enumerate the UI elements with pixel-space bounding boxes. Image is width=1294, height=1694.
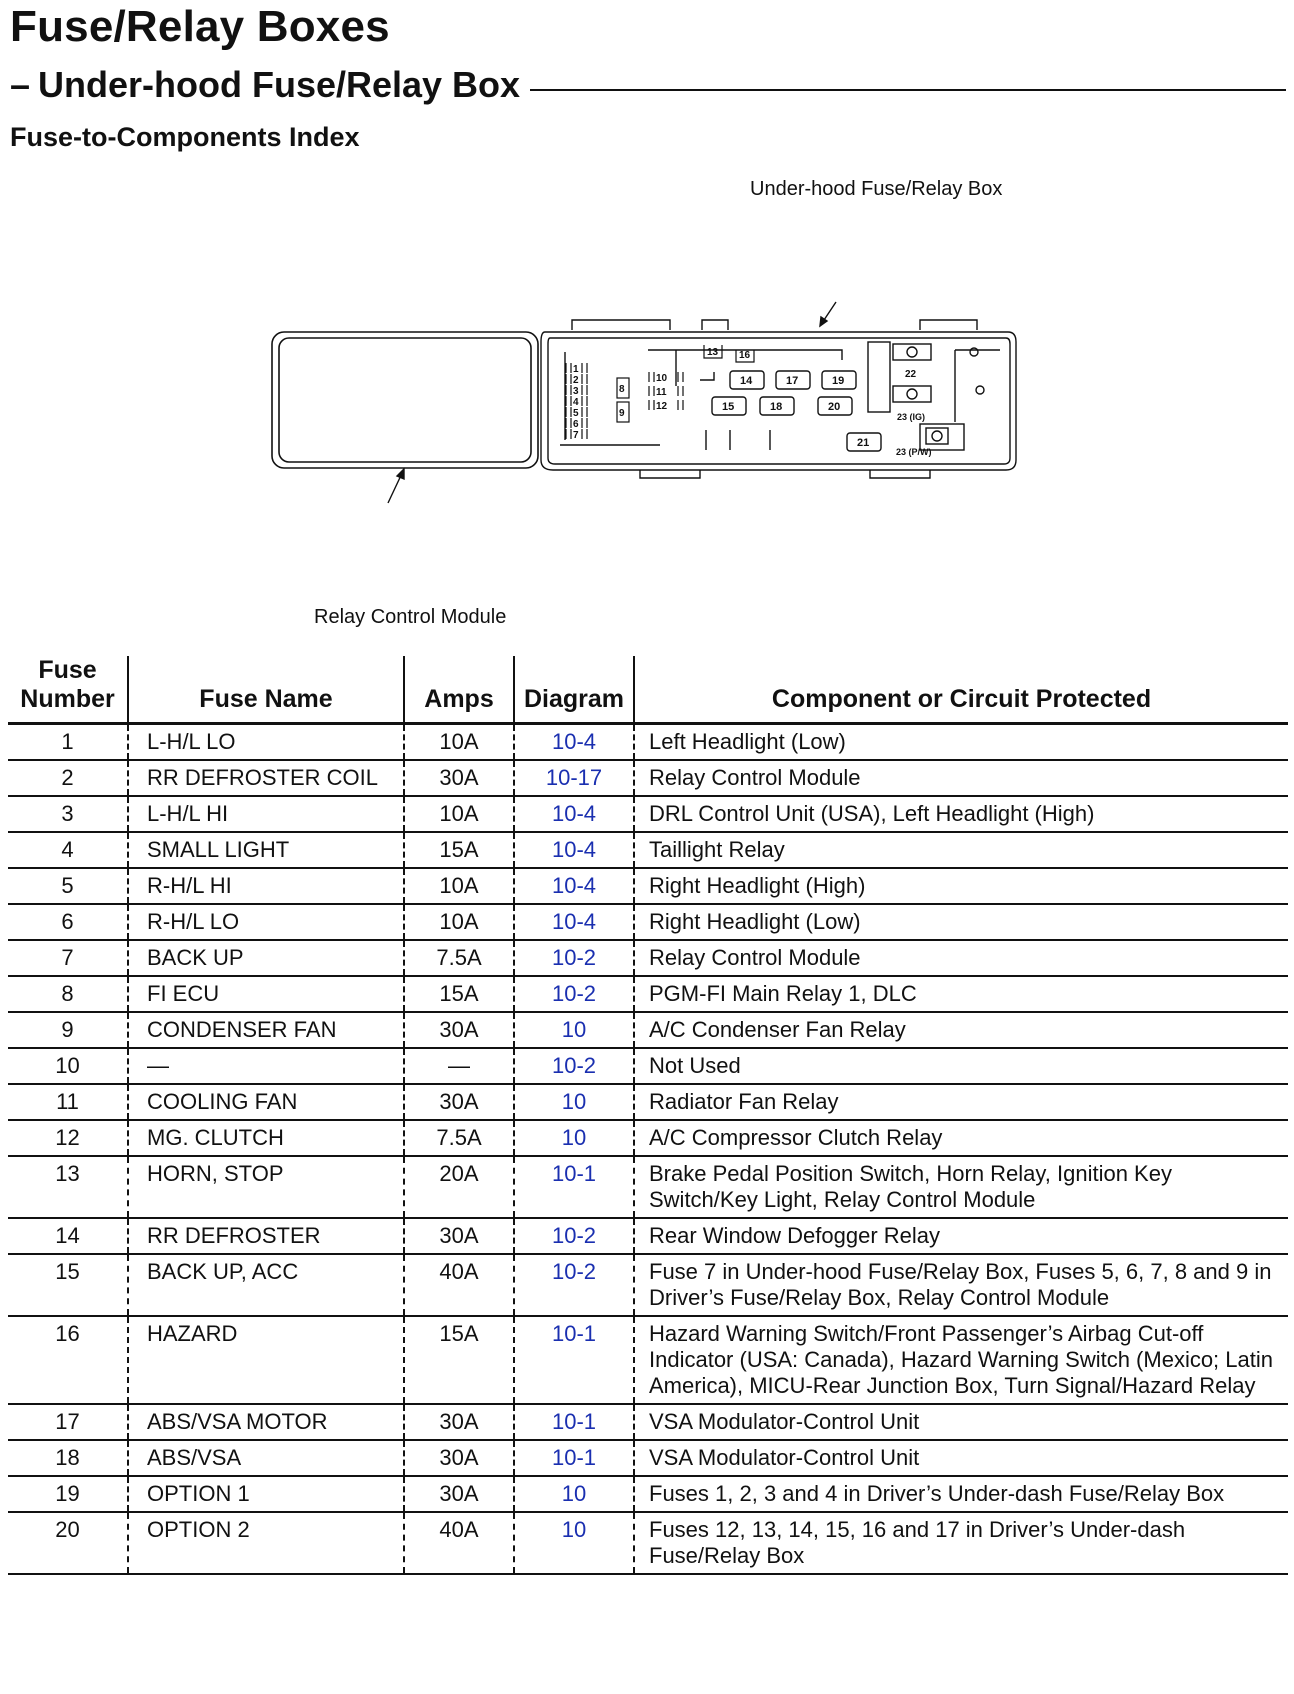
- fuse-name-cell: ABS/VSA: [128, 1440, 404, 1476]
- fuse-4-label: 4: [573, 397, 579, 408]
- component-cell: Fuses 12, 13, 14, 15, 16 and 17 in Driver’s Under-dash Fuse/Relay Box: [634, 1512, 1288, 1574]
- fuse-number-cell: 20: [8, 1512, 128, 1574]
- fuse-number-cell: 5: [8, 868, 128, 904]
- fuse-17-label: 17: [786, 375, 799, 387]
- fuse-name-cell: L-H/L LO: [128, 724, 404, 761]
- header-component: Component or Circuit Protected: [634, 656, 1288, 724]
- large-fuses: [712, 371, 881, 451]
- amps-cell: 15A: [404, 832, 514, 868]
- table-row: [8, 1048, 1288, 1084]
- fuse-12-label: 12: [656, 401, 668, 412]
- fuse-box-diagram: [0, 290, 1294, 600]
- table-row: [8, 1084, 1288, 1120]
- component-cell: Fuse 7 in Under-hood Fuse/Relay Box, Fuses 5, 6, 7, 8 and 9 in Driver’s Fuse/Relay Box, Relay Control Module: [634, 1254, 1288, 1316]
- fuse-2-label: 2: [573, 375, 579, 386]
- amps-cell: 15A: [404, 976, 514, 1012]
- fuse-number-cell: 1: [8, 724, 128, 761]
- amps-cell: 30A: [404, 1218, 514, 1254]
- table-header-row: [8, 656, 1288, 724]
- fuse-name-cell: R-H/L LO: [128, 904, 404, 940]
- diagram-ref-cell: 10-1: [514, 1156, 634, 1218]
- fuse-name-cell: CONDENSER FAN: [128, 1012, 404, 1048]
- component-cell: Rear Window Defogger Relay: [634, 1218, 1288, 1254]
- component-cell: Radiator Fan Relay: [634, 1084, 1288, 1120]
- component-cell: A/C Compressor Clutch Relay: [634, 1120, 1288, 1156]
- fuse-13-label: 13: [707, 347, 719, 358]
- fuse-name-cell: RR DEFROSTER COIL: [128, 760, 404, 796]
- component-cell: VSA Modulator-Control Unit: [634, 1404, 1288, 1440]
- amps-cell: 7.5A: [404, 940, 514, 976]
- fuse-19-label: 19: [832, 375, 845, 387]
- small-fuse-column: [566, 363, 587, 441]
- diagram-ref-cell: 10-4: [514, 868, 634, 904]
- fuse-21-label: 21: [857, 437, 870, 449]
- header-amps: Amps: [404, 656, 514, 724]
- table-row: [8, 1120, 1288, 1156]
- amps-cell: 10A: [404, 724, 514, 761]
- fuse-number-cell: 19: [8, 1476, 128, 1512]
- fuse-number-cell: 10: [8, 1048, 128, 1084]
- amps-cell: 20A: [404, 1156, 514, 1218]
- fuse-number-cell: 9: [8, 1012, 128, 1048]
- right-side-relays: [868, 342, 984, 457]
- table-row: [8, 832, 1288, 868]
- table-row: [8, 940, 1288, 976]
- page-subtitle: Under-hood Fuse/Relay Box: [38, 64, 521, 105]
- fuse-number-cell: 13: [8, 1156, 128, 1218]
- table-row: [8, 1404, 1288, 1440]
- table-row: [8, 1156, 1288, 1218]
- fuse-name-cell: FI ECU: [128, 976, 404, 1012]
- component-cell: Relay Control Module: [634, 760, 1288, 796]
- diagram-label-fuse-box: Under-hood Fuse/Relay Box: [750, 178, 1003, 200]
- diagram-ref-cell: 10: [514, 1012, 634, 1048]
- fuse-number-cell: 12: [8, 1120, 128, 1156]
- fuse-name-cell: —: [128, 1048, 404, 1084]
- fuse-9-label: 9: [619, 408, 625, 419]
- table-row: [8, 1316, 1288, 1404]
- component-cell: Left Headlight (Low): [634, 724, 1288, 761]
- fuse-name-cell: HORN, STOP: [128, 1156, 404, 1218]
- component-cell: Fuses 1, 2, 3 and 4 in Driver’s Under-dash Fuse/Relay Box: [634, 1476, 1288, 1512]
- fuse-index-table: [8, 656, 1288, 1575]
- fuse-number-cell: 6: [8, 904, 128, 940]
- amps-cell: 30A: [404, 1012, 514, 1048]
- fuse-name-cell: R-H/L HI: [128, 868, 404, 904]
- fuse-name-cell: L-H/L HI: [128, 796, 404, 832]
- diagram-ref-cell: 10-2: [514, 1218, 634, 1254]
- fuse-name-cell: HAZARD: [128, 1316, 404, 1404]
- fuse-6-label: 6: [573, 419, 579, 430]
- fuse-name-cell: MG. CLUTCH: [128, 1120, 404, 1156]
- diagram-ref-cell: 10-1: [514, 1404, 634, 1440]
- diagram-ref-cell: 10-1: [514, 1316, 634, 1404]
- table-row: [8, 904, 1288, 940]
- amps-cell: 40A: [404, 1512, 514, 1574]
- fuse-16-label: 16: [739, 350, 751, 361]
- table-row: [8, 796, 1288, 832]
- amps-cell: 30A: [404, 1440, 514, 1476]
- diagram-ref-cell: 10: [514, 1476, 634, 1512]
- fuse-23-pw-label: 23 (P/W): [896, 447, 932, 457]
- fuse-number-cell: 11: [8, 1084, 128, 1120]
- fuse-8-label: 8: [619, 384, 625, 395]
- amps-cell: 30A: [404, 1404, 514, 1440]
- fuse-22-label: 22: [905, 369, 917, 380]
- fuse-number-cell: 15: [8, 1254, 128, 1316]
- amps-cell: 10A: [404, 796, 514, 832]
- component-cell: Right Headlight (Low): [634, 904, 1288, 940]
- component-cell: Right Headlight (High): [634, 868, 1288, 904]
- diagram-ref-cell: 10: [514, 1084, 634, 1120]
- diagram-ref-cell: 10-4: [514, 796, 634, 832]
- fuse-number-cell: 14: [8, 1218, 128, 1254]
- amps-cell: 30A: [404, 760, 514, 796]
- diagram-ref-cell: 10-1: [514, 1440, 634, 1476]
- component-cell: DRL Control Unit (USA), Left Headlight (High): [634, 796, 1288, 832]
- fuse-number-cell: 3: [8, 796, 128, 832]
- amps-cell: 40A: [404, 1254, 514, 1316]
- table-row: [8, 1476, 1288, 1512]
- table-row: [8, 868, 1288, 904]
- vertical-fuses: [617, 378, 629, 422]
- fuse-name-cell: OPTION 2: [128, 1512, 404, 1574]
- component-cell: Brake Pedal Position Switch, Horn Relay, Ignition Key Switch/Key Light, Relay Control Module: [634, 1156, 1288, 1218]
- fuse-7-label: 7: [573, 430, 579, 441]
- fuse-18-label: 18: [770, 401, 783, 413]
- component-cell: PGM-FI Main Relay 1, DLC: [634, 976, 1288, 1012]
- amps-cell: 7.5A: [404, 1120, 514, 1156]
- amps-cell: 30A: [404, 1476, 514, 1512]
- table-row: [8, 1218, 1288, 1254]
- header-fuse-number-line1: Fuse: [38, 656, 97, 684]
- relay-control-module-outline: [272, 332, 538, 468]
- fuse-name-cell: COOLING FAN: [128, 1084, 404, 1120]
- amps-cell: 15A: [404, 1316, 514, 1404]
- fuse-number-cell: 2: [8, 760, 128, 796]
- diagram-ref-cell: 10-4: [514, 724, 634, 761]
- component-cell: VSA Modulator-Control Unit: [634, 1440, 1288, 1476]
- fuse-name-cell: RR DEFROSTER: [128, 1218, 404, 1254]
- fuse-5-label: 5: [573, 408, 579, 419]
- fuse-14-label: 14: [740, 375, 753, 387]
- fuse-number-cell: 17: [8, 1404, 128, 1440]
- section-heading: Fuse-to-Components Index: [10, 122, 360, 152]
- header-fuse-name: Fuse Name: [128, 656, 404, 724]
- page-title: Fuse/Relay Boxes: [10, 2, 390, 51]
- fuse-3-label: 3: [573, 386, 579, 397]
- diagram-ref-cell: 10-17: [514, 760, 634, 796]
- fuse-number-cell: 4: [8, 832, 128, 868]
- table-row: [8, 1012, 1288, 1048]
- component-cell: A/C Condenser Fan Relay: [634, 1012, 1288, 1048]
- diagram-ref-cell: 10-4: [514, 832, 634, 868]
- fuse-23-ig-label: 23 (IG): [897, 412, 926, 422]
- fuse-10-label: 10: [656, 373, 668, 384]
- amps-cell: 10A: [404, 904, 514, 940]
- amps-cell: 30A: [404, 1084, 514, 1120]
- table-row: [8, 976, 1288, 1012]
- subtitle-rule: [530, 89, 1286, 91]
- fuse-name-cell: BACK UP, ACC: [128, 1254, 404, 1316]
- fuse-number-cell: 16: [8, 1316, 128, 1404]
- fuse-20-label: 20: [828, 401, 841, 413]
- diagram-ref-cell: 10-2: [514, 1254, 634, 1316]
- fuse-box-outline: [541, 320, 1016, 478]
- diagram-ref-cell: 10-4: [514, 904, 634, 940]
- table-row: [8, 724, 1288, 761]
- amps-cell: —: [404, 1048, 514, 1084]
- table-row: [8, 760, 1288, 796]
- fuse-name-cell: OPTION 1: [128, 1476, 404, 1512]
- subtitle-dash: –: [10, 64, 31, 105]
- diagram-label-relay-module: Relay Control Module: [314, 606, 507, 628]
- diagram-ref-cell: 10-2: [514, 1048, 634, 1084]
- component-cell: Hazard Warning Switch/Front Passenger’s Airbag Cut-off Indicator (USA: Canada), Hazard Warning Switch (Mexico; Latin America), MICU-Rear Junction Box, Turn Signal/Hazard Relay: [634, 1316, 1288, 1404]
- table-row: [8, 1512, 1288, 1574]
- header-diagram: Diagram: [514, 656, 634, 724]
- header-fuse-number-line2: Number: [20, 685, 115, 713]
- table-row: [8, 1254, 1288, 1316]
- amps-cell: 10A: [404, 868, 514, 904]
- fuse-number-cell: 8: [8, 976, 128, 1012]
- fuse-15-label: 15: [722, 401, 735, 413]
- fuse-1-label: 1: [573, 364, 579, 375]
- diagram-ref-cell: 10-2: [514, 976, 634, 1012]
- fuse-name-cell: SMALL LIGHT: [128, 832, 404, 868]
- diagram-ref-cell: 10: [514, 1512, 634, 1574]
- fuse-name-cell: ABS/VSA MOTOR: [128, 1404, 404, 1440]
- component-cell: Relay Control Module: [634, 940, 1288, 976]
- fuse-11-label: 11: [656, 387, 667, 398]
- header-fuse-number: [8, 656, 128, 724]
- table-row: [8, 1440, 1288, 1476]
- fuse-name-cell: BACK UP: [128, 940, 404, 976]
- fuse-number-cell: 7: [8, 940, 128, 976]
- top-fuses: [704, 345, 754, 362]
- diagram-ref-cell: 10: [514, 1120, 634, 1156]
- component-cell: Taillight Relay: [634, 832, 1288, 868]
- mid-fuses: [649, 372, 683, 412]
- subtitle-row: [10, 64, 1286, 112]
- diagram-ref-cell: 10-2: [514, 940, 634, 976]
- component-cell: Not Used: [634, 1048, 1288, 1084]
- fuse-number-cell: 18: [8, 1440, 128, 1476]
